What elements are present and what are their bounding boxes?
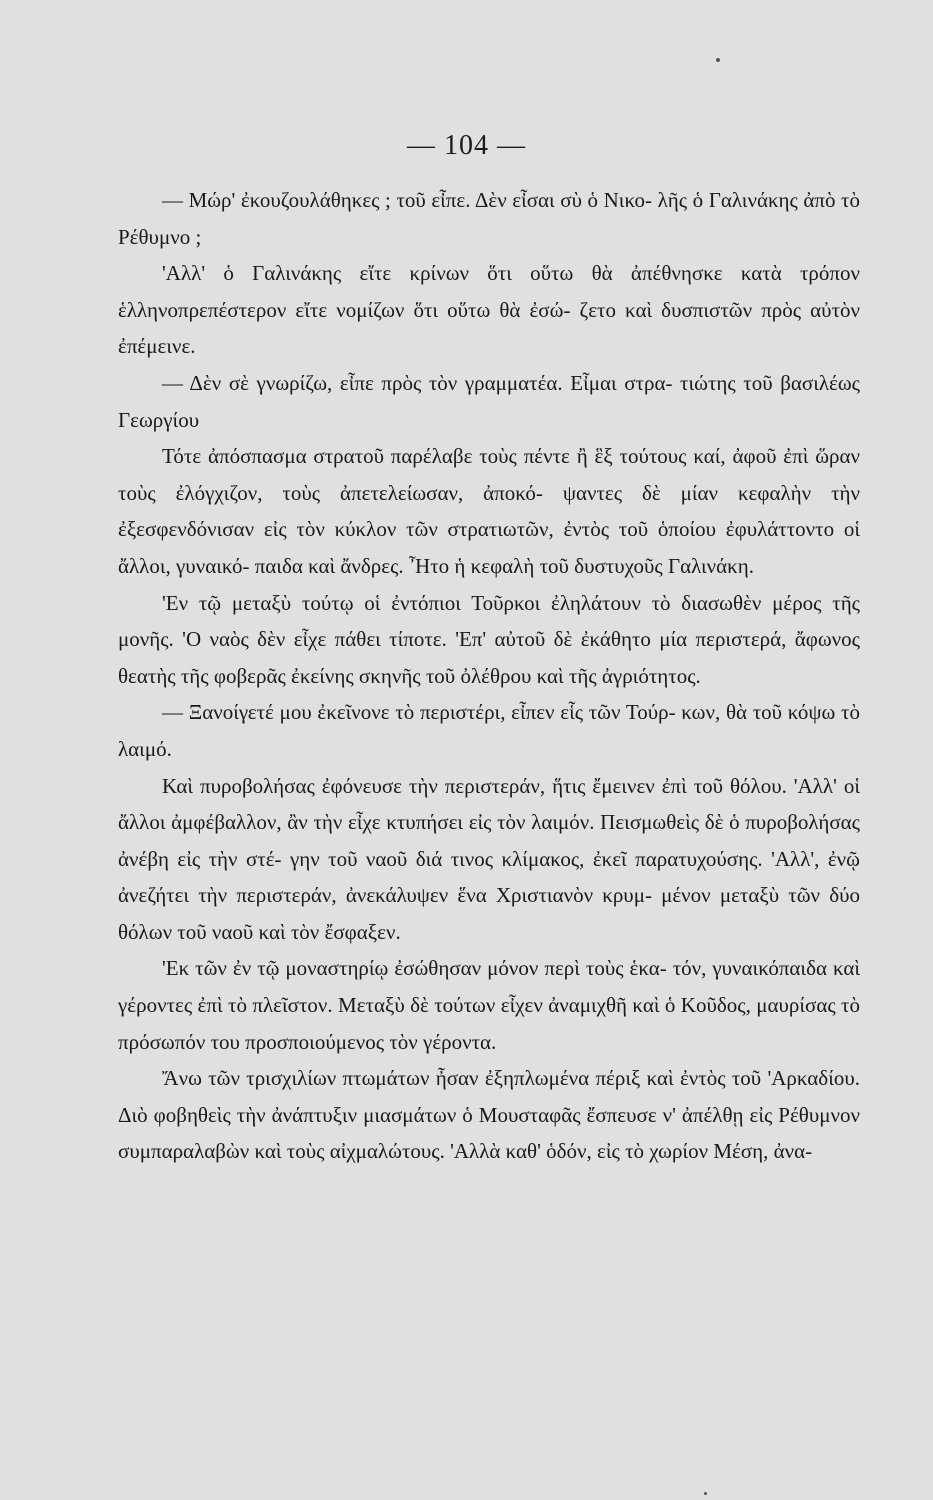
page-number: — 104 — <box>407 130 526 161</box>
paragraph: — Δὲν σὲ γνωρίζω, εἶπε πρὸς τὸν γραμματέα. Εἶμαι στρα- τιώτης τοῦ βασιλέως Γεωργίου <box>118 370 860 432</box>
paragraph: Ἄνω τῶν τρισχιλίων πτωμάτων ἦσαν ἐξηπλωμένα πέριξ καὶ ἐντὸς τοῦ 'Αρκαδίου. Διὸ φοβηθεὶς τὴν ἀνάπτυξιν μιασμάτων ὁ Μουσταφᾶς ἔσπευσε ν' ἀπέλθῃ εἰς Ρέθυμνον συμπαραλαβὼν καὶ τοὺς αἰχμαλώτους. 'Αλλὰ καθ' ὁδόν, εἰς τὸ χωρίον Μέση, ἀνα- <box>118 1066 860 1164</box>
paragraph: 'Εκ τῶν ἐν τῷ μοναστηρίῳ ἐσώθησαν μόνον περὶ τοὺς ἑκα- τόν, γυναικόπαιδα καὶ γέροντες ἐπὶ τὸ πλεῖστον. Μεταξὺ δὲ τούτων εἶχεν ἀναμιχθῆ καὶ ὁ Κοῦδος, μαυρίσας τὸ πρόσωπόν του προσποιούμενος τὸν γέροντα. <box>118 956 860 1054</box>
paragraph: 'Εν τῷ μεταξὺ τούτῳ οἱ ἐντόπιοι Τοῦρκοι ἐληλάτουν τὸ διασωθὲν μέρος τῆς μονῆς. 'Ο ναὸς δὲν εἶχε πάθει τίποτε. 'Επ' αὐτοῦ δὲ ἐκάθητο μία περιστερά, ἄφωνος θεατὴς τῆς φοβερᾶς ἐκείνης σκηνῆς τοῦ ὀλέθρου καὶ τῆς ἀγριότητος. <box>118 590 860 688</box>
paragraph: — Ξανοίγετέ μου ἐκεῖνονε τὸ περιστέρι, εἶπεν εἷς τῶν Τούρ- κων, θὰ τοῦ κόψω τὸ λαιμό. <box>118 700 860 761</box>
paragraph: 'Αλλ' ὁ Γαλινάκης εἴτε κρίνων ὅτι οὕτω θὰ ἀπέθνησκε κατὰ τρόπον ἑλληνοπρεπέστερον εἴτε νομίζων ὅτι οὕτω θὰ ἐσώ- ζετο καὶ δυσπιστῶν πρὸς αὐτὸν ἐπέμεινε. <box>118 261 860 359</box>
paragraph: Τότε ἀπόσπασμα στρατοῦ παρέλαβε τοὺς πέντε ἢ ἓξ τούτους καί, ἀφοῦ ἐπὶ ὥραν τοὺς ἐλόγχιζον, τοὺς ἀπετελείωσαν, ἀποκό- ψαντες δὲ μίαν κεφαλὴν τὴν ἐξεσφενδόνισαν εἰς τὸν κύκλον τῶν στρατιωτῶν, ἐντὸς τοῦ ὁποίου ἐφυλάττοντο οἱ ἄλλοι, γυναικό- παιδα καὶ ἄνδρες. Ἦτο ἡ κεφαλὴ τοῦ δυστυχοῦς Γαλινάκη. <box>118 444 860 578</box>
paragraph: Καὶ πυροβολήσας ἐφόνευσε τὴν περιστεράν, ἥτις ἔμεινεν ἐπὶ τοῦ θόλου. 'Αλλ' οἱ ἄλλοι ἀμφέβαλλον, ἂν τὴν εἶχε κτυπήσει εἰς τὸν λαιμόν. Πεισμωθεὶς δὲ ὁ πυροβολήσας ἀνέβη εἰς τὴν στέ- γην τοῦ ναοῦ διά τινος κλίμακος, ἐκεῖ παρατυχούσης. 'Αλλ', ἐνῷ ἀνεζήτει τὴν περιστεράν, ἀνεκάλυψεν ἕνα Χριστιανὸν κρυμ- μένον μεταξὺ τῶν δύο θόλων τοῦ ναοῦ καὶ τὸν ἔσφαξεν. <box>118 773 860 944</box>
body-text <box>118 182 860 1170</box>
print-speck <box>704 1492 707 1495</box>
print-speck <box>716 58 720 62</box>
paragraph: — Μώρ' ἐκουζουλάθηκες ; τοῦ εἶπε. Δὲν εἶσαι σὺ ὁ Νικο- λῆς ὁ Γαλινάκης ἀπὸ τὸ Ρέθυμνο ; <box>118 188 860 249</box>
